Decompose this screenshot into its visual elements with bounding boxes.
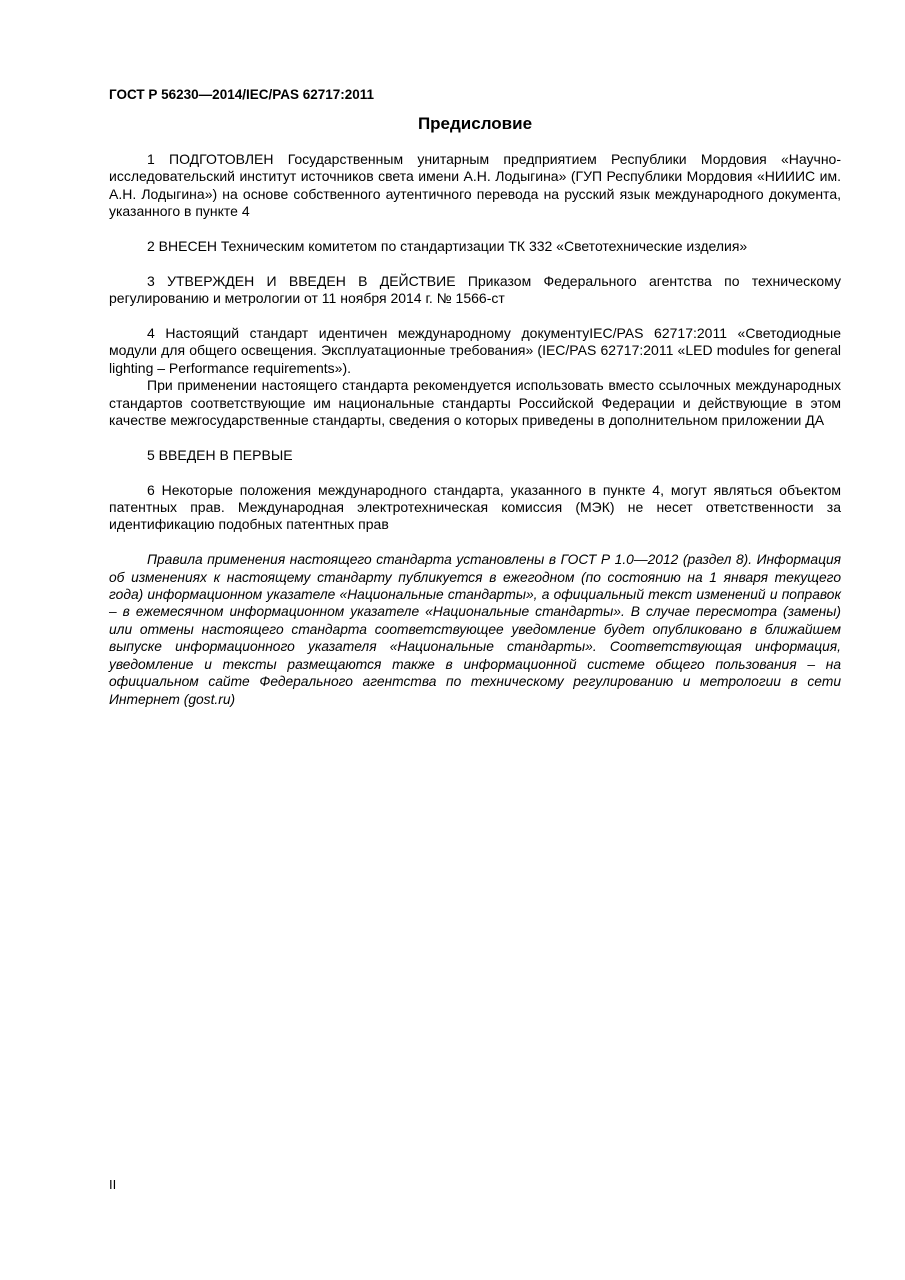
document-code-header: ГОСТ Р 56230—2014/IEC/PAS 62717:2011 bbox=[109, 87, 375, 102]
preface-item-4: 4 Настоящий стандарт идентичен международному документуIEC/PAS 62717:2011 «Светодиодные модули для общего освещения. Эксплуатационные требования» (IEC/PAS 62717:2011 «LED modules for general lighting – Performance requirements»). bbox=[109, 325, 841, 376]
preface-item-3: 3 УТВЕРЖДЕН И ВВЕДЕН В ДЕЙСТВИЕ Приказом Федерального агентства по техническому регулированию и метрологии от 11 ноября 2014 г. № 1566-ст bbox=[109, 272, 841, 307]
preface-item-1: 1 ПОДГОТОВЛЕН Государственным унитарным предприятием Республики Мордовия «Научно-исследовательский институт источников света имени А.Н. Лодыгина» (ГУП Республики Мордовия «НИИИС им. А.Н. Лодыгина») на основе собственного аутентичного перевода на русский язык международного документа, указанного в пункте 4 bbox=[109, 151, 841, 220]
application-rules-notice: Правила применения настоящего стандарта установлены в ГОСТ Р 1.0—2012 (раздел 8). Информация об изменениях к настоящему стандарту публикуется в ежегодном (по состоянию на 1 января текущего года) информационном указателе «Национальные стандарты», а официальный текст изменений и поправок – в ежемесячном информационном указателе «Национальные стандарты». В случае пересмотра (замены) или отмены настоящего стандарта соответствующее уведомление будет опубликовано в ближайшем выпуске информационного указателя «Национальные стандарты». Соответствующая информация, уведомление и тексты размещаются также в информационной системе общего пользования – на официальном сайте Федерального агентства по техническому регулированию и метрологии в сети Интернет (gost.ru) bbox=[109, 552, 841, 707]
page-number: II bbox=[109, 1177, 117, 1192]
preface-item-5: 5 ВВЕДЕН В ПЕРВЫЕ bbox=[147, 446, 293, 463]
preface-item-6: 6 Некоторые положения международного стандарта, указанного в пункте 4, могут являться объектом патентных прав. Международная электротехническая комиссия (МЭК) не несет ответственности за идентификацию подобных патентных прав bbox=[109, 481, 841, 533]
section-title: Предисловие bbox=[417, 114, 533, 133]
preface-item-4-continuation: При применении настоящего стандарта рекомендуется использовать вместо ссылочных международных стандартов соответствующие им национальные стандарты Российской Федерации и действующие в этом качестве межгосударственные стандарты, сведения о которых приведены в дополнительном приложении ДА bbox=[109, 377, 841, 429]
preface-body bbox=[109, 151, 841, 708]
preface-item-2: 2 ВНЕСЕН Техническим комитетом по стандартизации ТК 332 «Светотехнические изделия» bbox=[147, 238, 748, 255]
